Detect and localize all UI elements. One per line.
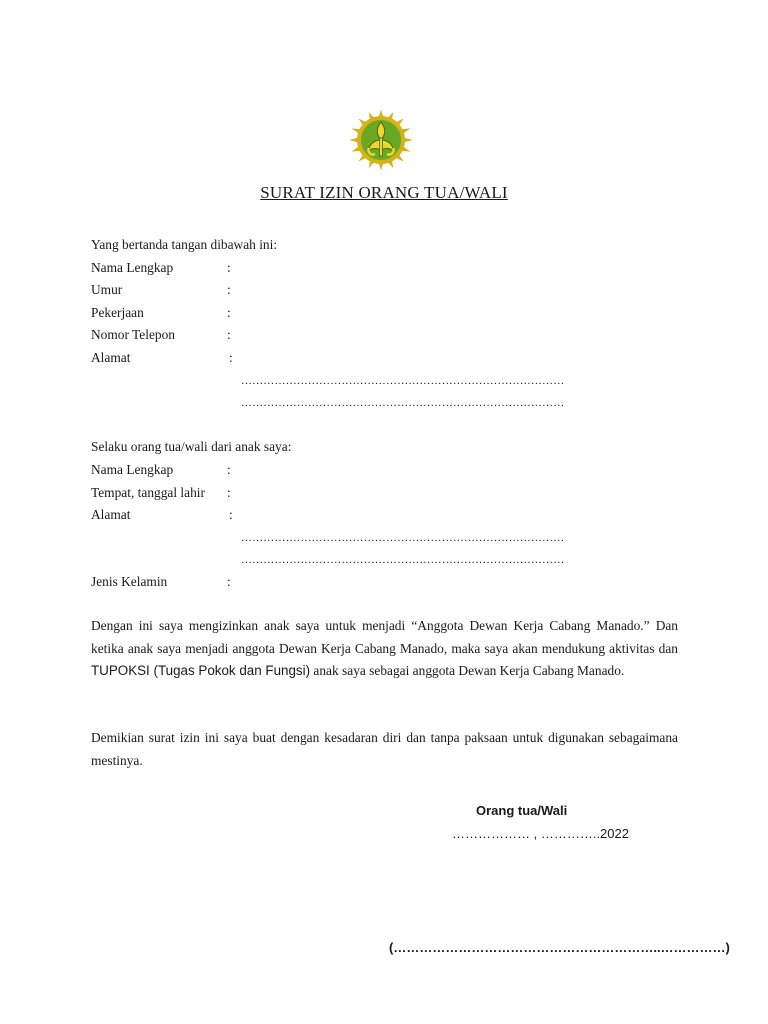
consent-text-part1: Dengan ini saya mengizinkan anak saya untuk menjadi “Anggota Dewan Kerja Cabang Manado.” Dan ketika anak saya menjadi anggota Dewan Kerja Cabang Manado, maka saya akan mendukung aktivitas dan bbox=[91, 618, 678, 656]
field-label-nama-lengkap: Nama Lengkap bbox=[91, 260, 174, 275]
signature-name-line: (……………………………………………………..……………) bbox=[389, 940, 730, 955]
scout-emblem-icon bbox=[339, 104, 423, 176]
field-label-alamat-anak: Alamat bbox=[91, 507, 131, 522]
field-label-pekerjaan: Pekerjaan bbox=[91, 305, 144, 320]
field-colon: : bbox=[227, 260, 231, 275]
field-colon: : bbox=[229, 350, 233, 365]
field-colon: : bbox=[227, 462, 231, 477]
closing-paragraph: Demikian surat izin ini saya buat dengan kesadaran diri dan tanpa paksaan untuk digunakan sebagaimana mestinya. bbox=[91, 730, 678, 768]
document-title: SURAT IZIN ORANG TUA/WALI bbox=[260, 183, 508, 202]
field-label-nama-lengkap-anak: Nama Lengkap bbox=[91, 462, 174, 477]
dotted-line: …………………………………………………………………………… bbox=[241, 532, 565, 544]
section2-intro: Selaku orang tua/wali dari anak saya: bbox=[91, 439, 292, 454]
field-colon: : bbox=[227, 485, 231, 500]
field-colon: : bbox=[229, 507, 233, 522]
field-colon: : bbox=[227, 282, 231, 297]
field-label-nomor-telepon: Nomor Telepon bbox=[91, 327, 175, 342]
field-colon: : bbox=[227, 574, 231, 589]
field-label-ttl: Tempat, tanggal lahir bbox=[91, 485, 205, 500]
field-label-jenis-kelamin: Jenis Kelamin bbox=[91, 574, 168, 589]
field-label-alamat: Alamat bbox=[91, 350, 131, 365]
dotted-line: …………………………………………………………………………… bbox=[241, 397, 565, 409]
signature-title: Orang tua/Wali bbox=[476, 803, 568, 818]
tupoksi-text: TUPOKSI (Tugas Pokok dan Fungsi) bbox=[91, 663, 311, 678]
field-label-umur: Umur bbox=[91, 282, 123, 297]
field-colon: : bbox=[227, 327, 231, 342]
field-colon: : bbox=[227, 305, 231, 320]
consent-paragraph bbox=[91, 615, 678, 683]
signature-date-line: ……………… , …………..2022 bbox=[452, 826, 629, 841]
section1-intro: Yang bertanda tangan dibawah ini: bbox=[91, 237, 278, 252]
dotted-line: …………………………………………………………………………… bbox=[241, 375, 565, 387]
consent-text-part2: anak saya sebagai anggota Dewan Kerja Cabang Manado. bbox=[310, 663, 625, 678]
dotted-line: …………………………………………………………………………… bbox=[241, 554, 565, 566]
